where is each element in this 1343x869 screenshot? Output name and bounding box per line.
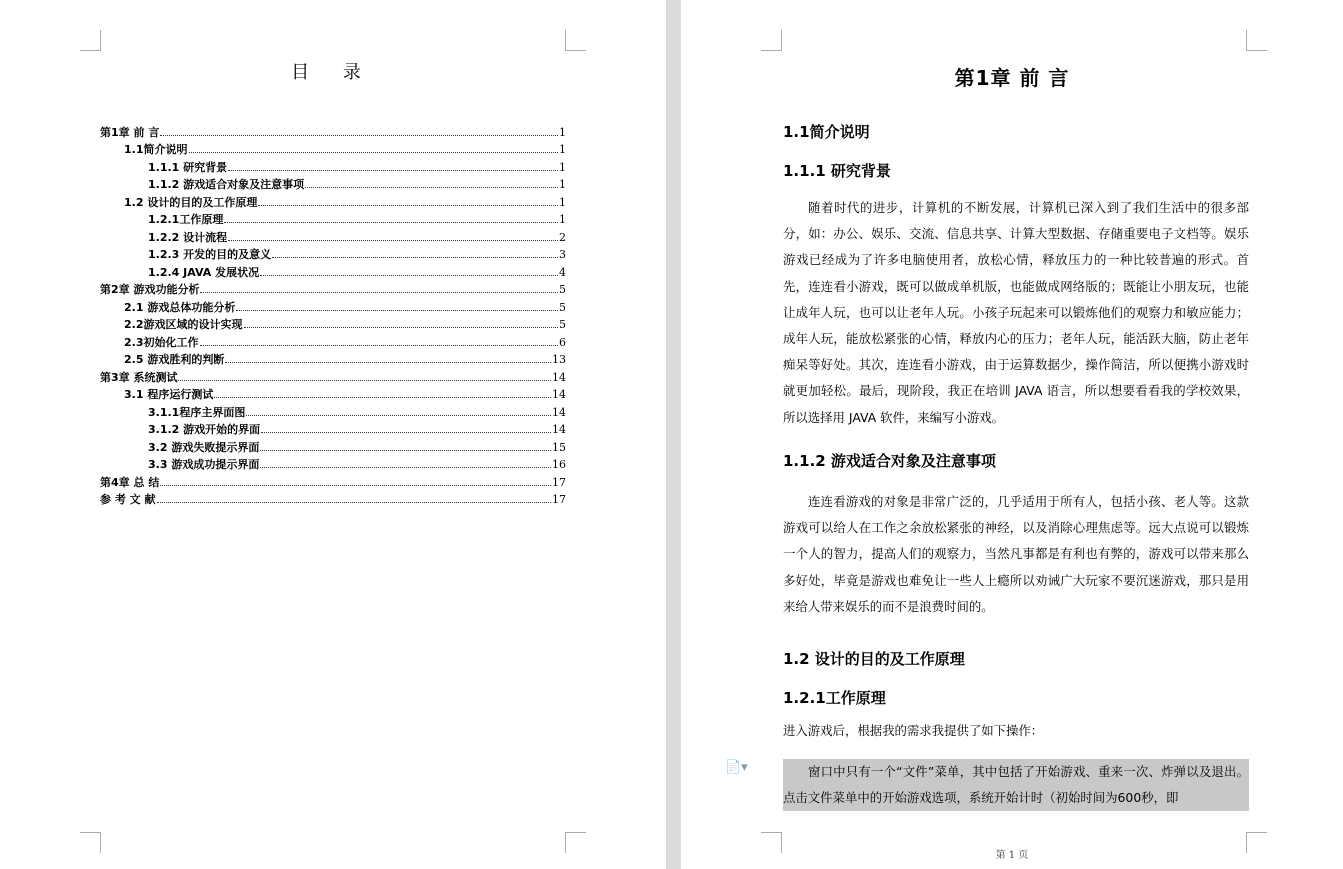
toc-entry[interactable] [100,349,566,367]
toc-entry[interactable] [100,296,566,314]
toc-entry[interactable] [100,436,566,454]
content-page [681,0,1343,869]
toc-leader-dots [260,275,558,276]
crop-mark [565,832,586,853]
toc-entry-page: 13 [552,353,566,366]
toc-entry[interactable] [100,419,566,437]
toc-entry-page: 5 [559,300,566,314]
paragraph-menu-selected[interactable]: 窗口中只有一个“文件”菜单，其中包括了开始游戏、重来一次、炸弹以及退出。点击文件菜单中的开始游戏选项，系统开始计时（初始时间为600秒，即 [783,759,1249,811]
toc-entry-label: 1.1.1 研究背景 [148,160,228,174]
document-icon[interactable]: 📄▾ [725,760,748,775]
toc-entry[interactable] [100,226,566,244]
toc-leader-dots [260,467,551,468]
toc-leader-dots [260,450,551,451]
toc-entry[interactable] [100,366,566,384]
toc-entry-page: 16 [552,458,566,471]
page-number-footer: 第 1 页 [995,850,1029,861]
toc-leader-dots [225,362,551,363]
toc-leader-dots [261,432,551,433]
toc-entry[interactable] [100,261,566,279]
toc-entry-page: 1 [559,160,566,174]
toc-entry-page: 1 [559,178,566,191]
paragraph-audience: 连连看游戏的对象是非常广泛的，几乎适用于所有人，包括小孩、老人等。这款游戏可以给人在工作之余放松紧张的神经，以及消除心理焦虑等。远大点说可以锻炼一个人的智力，提高人们的观察力，当然凡事都是有利也有弊的，游戏可以带来那么多好处，毕竟是游戏也难免让一些人上瘾所以劝诫广大玩家不要沉迷游戏，那只是用来给人带来娱乐的而不是浪费时间的。 [783,494,1249,614]
toc-entry[interactable] [100,139,566,157]
toc-entry[interactable] [100,121,566,139]
toc-title: 目 录 [291,62,375,83]
chapter-title: 第1章 前 言 [954,66,1070,90]
toc-entry-label: 1.2 设计的目的及工作原理 [124,195,258,209]
toc-leader-dots [214,397,551,398]
toc-entry-label: 参 考 文 献 [100,493,156,506]
toc-entry-label: 第4章 总 结 [100,475,160,489]
heading-1-1-2: 1.1.2 游戏适合对象及注意事项 [783,452,996,470]
heading-1-1: 1.1简介说明 [783,123,870,141]
toc-leader-dots [178,380,551,381]
toc-leader-dots [189,152,559,153]
toc-entry-label: 2.5 游戏胜利的判断 [124,353,225,366]
crop-mark [80,30,101,51]
toc-entry-label: 1.2.2 设计流程 [148,230,228,244]
toc-leader-dots [272,257,558,258]
toc-leader-dots [244,327,559,328]
toc-entry-page: 17 [552,475,566,489]
toc-entry-page: 2 [559,230,566,244]
toc-leader-dots [224,222,558,223]
toc-leader-dots [160,135,558,136]
toc-entry-label: 1.1.2 游戏适合对象及注意事项 [148,178,305,191]
toc-entry[interactable] [100,191,566,209]
crop-mark [80,832,101,853]
toc-entry-page: 6 [559,335,566,349]
toc-entry[interactable] [100,174,566,192]
toc-entry[interactable] [100,471,566,489]
crop-mark [565,30,586,51]
toc-leader-dots [305,187,558,188]
toc-entry[interactable] [100,209,566,227]
toc-entry[interactable] [100,244,566,262]
toc-leader-dots [246,415,551,416]
toc-entry-label: 2.2游戏区域的设计实现 [124,318,243,331]
toc-leader-dots [200,345,559,346]
toc-entry-label: 2.3初始化工作 [124,335,199,349]
toc-leader-dots [228,240,558,241]
toc-entry-page: 15 [552,440,566,454]
toc-leader-dots [228,170,558,171]
toc-entry-page: 14 [552,423,566,436]
toc-entry-page: 14 [552,370,566,384]
toc-leader-dots [160,485,551,486]
toc-entry-page: 5 [559,283,566,296]
toc-entry[interactable] [100,331,566,349]
toc-entry-page: 1 [559,213,566,226]
toc-entry-page: 1 [559,125,566,139]
toc-entry-label: 第2章 游戏功能分析 [100,283,200,296]
toc-leader-dots [157,502,552,503]
toc-entry-label: 第1章 前 言 [100,125,160,139]
heading-1-1-1: 1.1.1 研究背景 [783,162,891,180]
toc-entry-page: 1 [559,195,566,209]
toc-entry-label: 3.2 游戏失败提示界面 [148,440,260,454]
toc-entry-label: 3.1.2 游戏开始的界面 [148,423,261,436]
toc-entry-label: 1.1简介说明 [124,143,188,156]
toc-page [0,0,666,869]
toc-leader-dots [236,310,558,311]
toc-entry-label: 1.2.3 开发的目的及意义 [148,248,272,261]
toc-entry[interactable] [100,156,566,174]
toc-leader-dots [200,292,558,293]
heading-1-2: 1.2 设计的目的及工作原理 [783,650,965,668]
paragraph-background: 随着时代的进步，计算机的不断发展，计算机已深入到了我们生活中的很多部分，如：办公、娱乐、交流、信息共享、计算大型数据、存储重要电子文档等。娱乐游戏已经成为了许多电脑使用者，放松心情，释放压力的一种比较普遍的形式。首先，连连看小游戏，既可以做成单机版，也能做成网络版的；既能让小朋友玩，也能让成年人玩，也可以让老年人玩。小孩子玩起来可以锻炼他们的观察力和敏应能力；成年人玩，能放松紧张的心情，释放内心的压力；老年人玩，能活跃大脑，防止老年痴呆等好处。其次，连连看小游戏，由于运算数据少，操作简洁，所以便携小游戏时就更加轻松。最后，现阶段，我正在培训 JAVA 语言，所以想要看看我的学校效果，所以选择用 JAVA 软件，来编写小游戏。 [783,200,1249,425]
toc-entry-page: 17 [552,493,566,506]
toc-entry-page: 3 [559,248,566,261]
toc-entry-page: 5 [559,318,566,331]
heading-1-2-1: 1.2.1工作原理 [783,689,886,707]
toc-entry[interactable] [100,384,566,402]
toc-entry-label: 第3章 系统测试 [100,370,178,384]
toc-entry[interactable] [100,454,566,472]
toc-entry-label: 1.2.1工作原理 [148,213,224,226]
toc-entry[interactable] [100,279,566,297]
toc-entry-page: 14 [552,405,566,419]
crop-mark [1246,30,1267,51]
toc-entry-page: 14 [552,388,566,401]
page-gutter [666,0,681,869]
toc-entry-label: 1.2.4 JAVA 发展状况 [148,265,260,279]
toc-entry-label: 3.1.1程序主界面图 [148,405,246,419]
toc-leader-dots [258,205,558,206]
crop-mark [761,30,782,51]
toc-list [100,121,566,506]
toc-entry-label: 2.1 游戏总体功能分析 [124,300,236,314]
toc-entry-page: 1 [559,143,566,156]
toc-entry[interactable] [100,489,566,507]
toc-entry-page: 4 [559,265,566,279]
toc-entry[interactable] [100,401,566,419]
toc-entry[interactable] [100,314,566,332]
toc-entry-label: 3.1 程序运行测试 [124,388,214,401]
paragraph-intro: 进入游戏后，根据我的需求我提供了如下操作： [783,723,1044,738]
toc-entry-label: 3.3 游戏成功提示界面 [148,458,260,471]
